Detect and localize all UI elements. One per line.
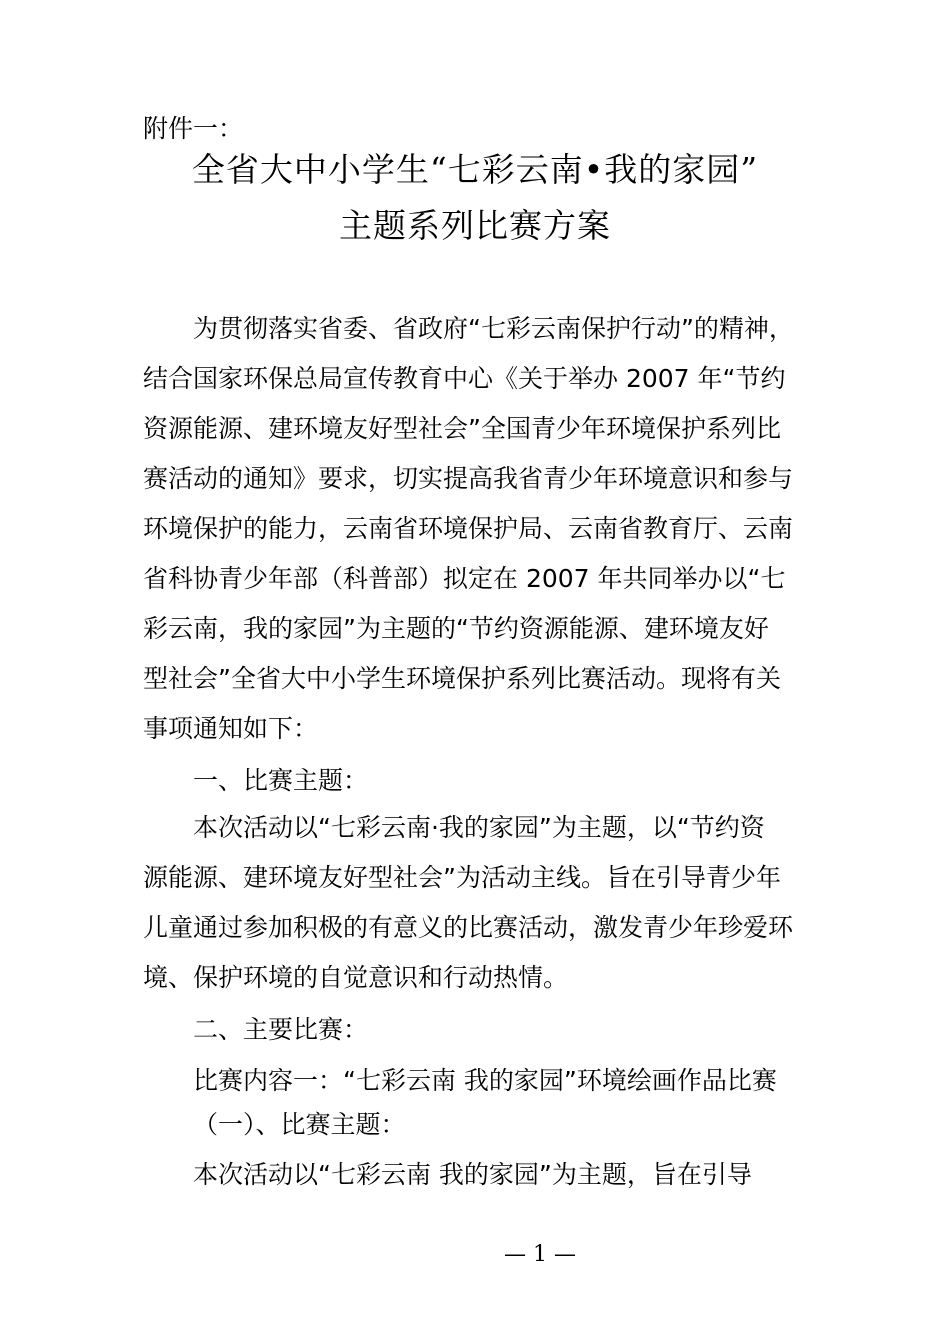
body-line: 结合国家环保总局宣传教育中心《关于举办 2007 年“节约 xyxy=(143,364,786,393)
attachment-label: 附件一： xyxy=(143,114,244,143)
body-line: 彩云南，我的家园”为主题的“节约资源能源、建环境友好 xyxy=(143,614,769,643)
body-line: 比赛内容一：“七彩云南 我的家园”环境绘画作品比赛 xyxy=(193,1066,777,1095)
body-line: 事项通知如下： xyxy=(143,714,319,743)
body-line: 为贯彻落实省委、省政府“七彩云南保护行动”的精神， xyxy=(193,314,794,343)
body-line: 省科协青少年部（科普部）拟定在 2007 年共同举办以“七 xyxy=(143,564,786,593)
body-line: 本次活动以“七彩云南·我的家园”为主题，以“节约资 xyxy=(193,813,765,842)
body-line: 儿童通过参加积极的有意义的比赛活动，激发青少年珍爱环 xyxy=(143,913,794,942)
body-line: 环境保护的能力，云南省环境保护局、云南省教育厅、云南 xyxy=(143,514,794,543)
body-line: 型社会”全省大中小学生环境保护系列比赛活动。现将有关 xyxy=(143,664,781,693)
document-title-line-2: 主题系列比赛方案 xyxy=(339,206,611,245)
section-heading: 二、主要比赛： xyxy=(193,1015,369,1044)
subsection-heading: （一）、比赛主题： xyxy=(193,1110,406,1139)
body-line: 源能源、建环境友好型社会”为活动主线。旨在引导青少年 xyxy=(143,863,781,892)
section-heading: 一、比赛主题： xyxy=(193,766,369,795)
body-line: 资源能源、建环境友好型社会”全国青少年环境保护系列比 xyxy=(143,414,781,443)
body-line: 境、保护环境的自觉意识和行动热情。 xyxy=(143,963,569,992)
document-title-line-1: 全省大中小学生“七彩云南•我的家园” xyxy=(191,150,759,189)
body-line: 本次活动以“七彩云南 我的家园”为主题，旨在引导 xyxy=(193,1160,752,1189)
page-number: — 1 — xyxy=(504,1242,576,1267)
body-line: 赛活动的通知》要求，切实提高我省青少年环境意识和参与 xyxy=(143,464,794,493)
